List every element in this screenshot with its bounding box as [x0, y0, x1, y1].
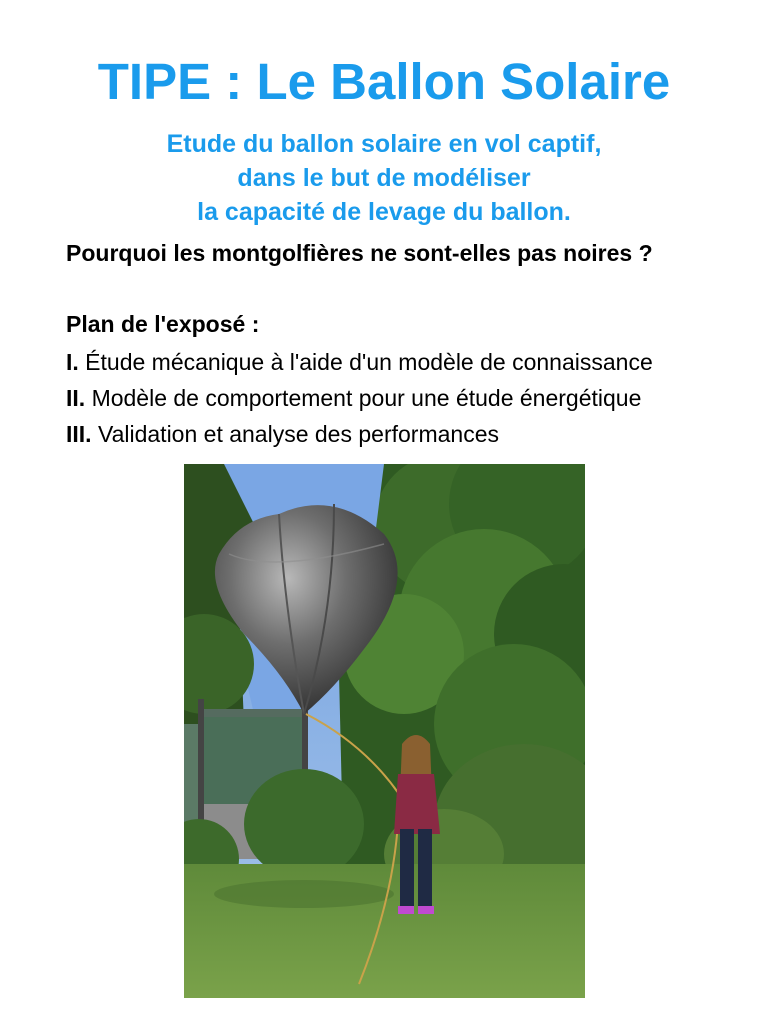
plan-item-number: II. — [66, 385, 86, 411]
plan-item-text: Validation et analyse des performances — [97, 421, 499, 447]
plan-heading: Plan de l'exposé : — [66, 311, 260, 337]
plan-item — [66, 416, 756, 452]
subtitle — [0, 127, 768, 229]
plan-item-text: Étude mécanique à l'aide d'un modèle de connaissance — [85, 349, 653, 375]
plan-item-number: I. — [66, 349, 79, 375]
subtitle-line: Etude du ballon solaire en vol captif, — [166, 130, 602, 158]
plan-item-text: Modèle de comportement pour une étude énergétique — [91, 385, 642, 411]
plan-item-number: III. — [66, 421, 92, 447]
plan-list — [66, 344, 756, 452]
research-question: Pourquoi les montgolfières ne sont-elles pas noires ? — [66, 240, 653, 266]
plan-item — [66, 344, 756, 380]
balloon-photo — [184, 464, 585, 998]
page-title: TIPE : Le Ballon Solaire — [97, 53, 671, 110]
subtitle-line: la capacité de levage du ballon. — [197, 198, 571, 226]
plan-item — [66, 380, 756, 416]
subtitle-line: dans le but de modéliser — [237, 164, 531, 192]
